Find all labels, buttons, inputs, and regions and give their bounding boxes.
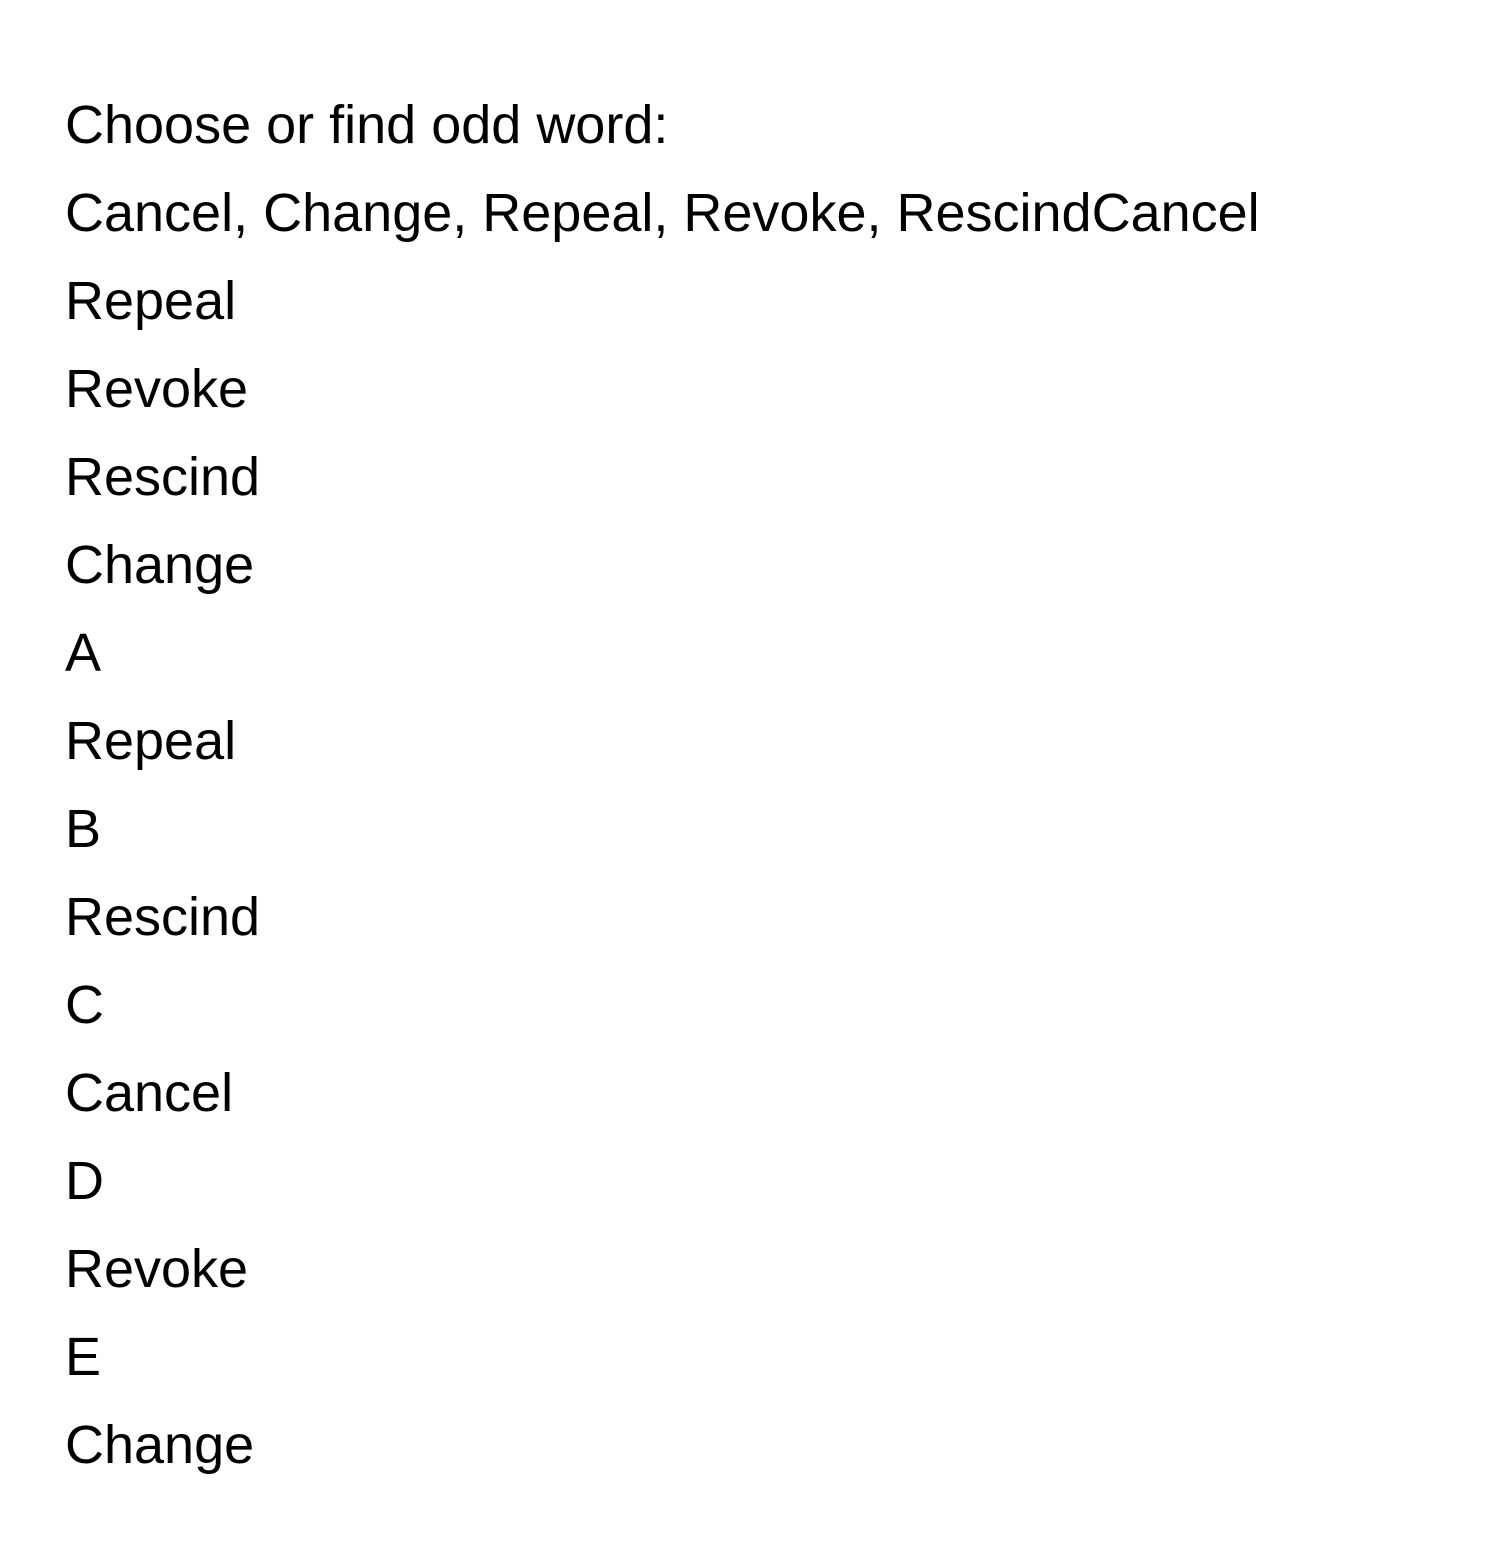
option-text-a[interactable]: Repeal	[65, 711, 237, 771]
option-text-e[interactable]: Change	[65, 1415, 255, 1475]
option-text-b[interactable]: Rescind	[65, 887, 261, 947]
preview-option: Change	[65, 535, 255, 595]
option-letter-c[interactable]: C	[65, 975, 104, 1035]
preview-option: Repeal	[65, 271, 237, 331]
option-text-c[interactable]: Cancel	[65, 1063, 234, 1123]
question-prompt: Choose or find odd word:	[65, 95, 669, 155]
option-letter-a[interactable]: A	[65, 623, 102, 683]
option-letter-e[interactable]: E	[65, 1327, 102, 1387]
option-letter-b[interactable]: B	[65, 799, 102, 859]
option-text-d[interactable]: Revoke	[65, 1239, 249, 1299]
preview-option: Revoke	[65, 359, 249, 419]
option-letter-d[interactable]: D	[65, 1151, 104, 1211]
preview-option: Rescind	[65, 447, 261, 507]
question-word-list: Cancel, Change, Repeal, Revoke, RescindCancel	[65, 183, 1260, 243]
